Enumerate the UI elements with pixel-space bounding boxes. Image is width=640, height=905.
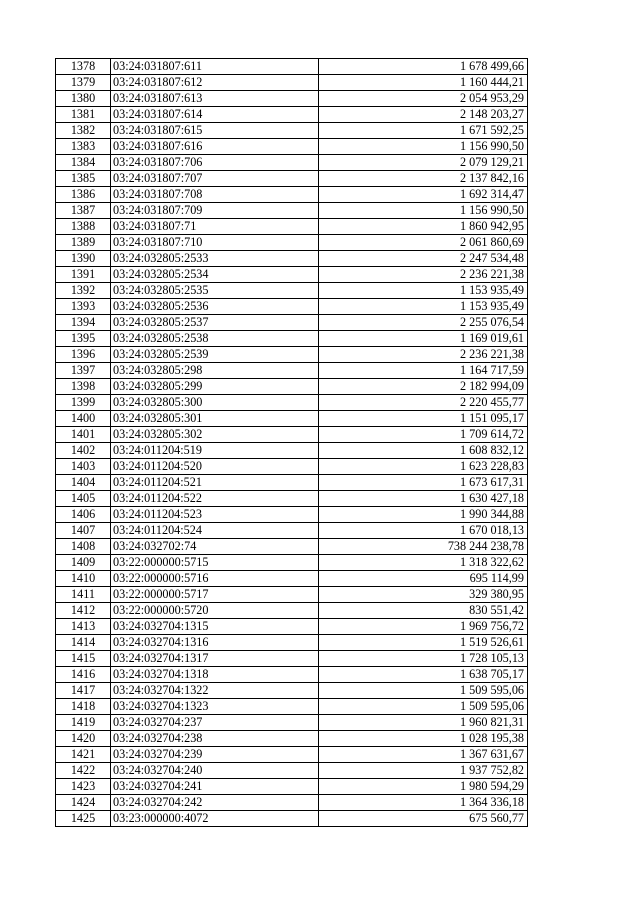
table-row	[56, 459, 528, 475]
cadastral-number-cell: 03:22:000000:5720	[111, 603, 319, 619]
cadastral-number-cell: 03:24:032805:300	[111, 395, 319, 411]
row-number-cell: 1424	[56, 795, 111, 811]
cadastral-value-cell: 1 990 344,88	[319, 507, 528, 523]
row-number-cell: 1378	[56, 59, 111, 75]
table-row	[56, 139, 528, 155]
cadastral-value-cell: 1 367 631,67	[319, 747, 528, 763]
row-number-cell: 1394	[56, 315, 111, 331]
cadastral-value-cell: 1 937 752,82	[319, 763, 528, 779]
row-number-cell: 1385	[56, 171, 111, 187]
row-number-cell: 1419	[56, 715, 111, 731]
table-row	[56, 619, 528, 635]
cadastral-number-cell: 03:24:032805:2537	[111, 315, 319, 331]
table-row	[56, 571, 528, 587]
cadastral-value-cell: 1 160 444,21	[319, 75, 528, 91]
row-number-cell: 1405	[56, 491, 111, 507]
cadastral-number-cell: 03:24:032704:240	[111, 763, 319, 779]
cadastral-number-cell: 03:24:031807:709	[111, 203, 319, 219]
row-number-cell: 1420	[56, 731, 111, 747]
row-number-cell: 1401	[56, 427, 111, 443]
row-number-cell: 1404	[56, 475, 111, 491]
row-number-cell: 1384	[56, 155, 111, 171]
cadastral-value-cell: 738 244 238,78	[319, 539, 528, 555]
row-number-cell: 1379	[56, 75, 111, 91]
cadastral-value-cell: 830 551,42	[319, 603, 528, 619]
cadastral-number-cell: 03:24:032702:74	[111, 539, 319, 555]
cadastral-value-cell: 1 164 717,59	[319, 363, 528, 379]
cadastral-value-cell: 2 137 842,16	[319, 171, 528, 187]
cadastral-value-table	[55, 58, 528, 827]
table-row	[56, 795, 528, 811]
cadastral-number-cell: 03:24:011204:520	[111, 459, 319, 475]
row-number-cell: 1388	[56, 219, 111, 235]
cadastral-value-cell: 1 151 095,17	[319, 411, 528, 427]
cadastral-value-cell: 1 969 756,72	[319, 619, 528, 635]
cadastral-value-cell: 1 623 228,83	[319, 459, 528, 475]
row-number-cell: 1396	[56, 347, 111, 363]
row-number-cell: 1425	[56, 811, 111, 827]
cadastral-value-cell: 1 153 935,49	[319, 283, 528, 299]
table-row	[56, 123, 528, 139]
cadastral-value-cell: 2 236 221,38	[319, 347, 528, 363]
cadastral-number-cell: 03:24:031807:612	[111, 75, 319, 91]
cadastral-value-cell: 2 182 994,09	[319, 379, 528, 395]
table-row	[56, 507, 528, 523]
cadastral-number-cell: 03:24:031807:706	[111, 155, 319, 171]
cadastral-value-cell: 2 054 953,29	[319, 91, 528, 107]
cadastral-number-cell: 03:24:032704:1322	[111, 683, 319, 699]
cadastral-number-cell: 03:23:000000:4072	[111, 811, 319, 827]
table-row	[56, 667, 528, 683]
table-row	[56, 251, 528, 267]
row-number-cell: 1380	[56, 91, 111, 107]
cadastral-number-cell: 03:24:032704:1315	[111, 619, 319, 635]
table-row	[56, 363, 528, 379]
row-number-cell: 1412	[56, 603, 111, 619]
table-row	[56, 763, 528, 779]
cadastral-number-cell: 03:24:032704:1323	[111, 699, 319, 715]
row-number-cell: 1390	[56, 251, 111, 267]
row-number-cell: 1402	[56, 443, 111, 459]
cadastral-value-cell: 1 364 336,18	[319, 795, 528, 811]
row-number-cell: 1383	[56, 139, 111, 155]
table-row	[56, 443, 528, 459]
row-number-cell: 1415	[56, 651, 111, 667]
cadastral-number-cell: 03:24:031807:614	[111, 107, 319, 123]
cadastral-value-cell: 1 630 427,18	[319, 491, 528, 507]
row-number-cell: 1408	[56, 539, 111, 555]
cadastral-number-cell: 03:24:032704:237	[111, 715, 319, 731]
cadastral-number-cell: 03:24:032704:242	[111, 795, 319, 811]
cadastral-number-cell: 03:22:000000:5717	[111, 587, 319, 603]
cadastral-number-cell: 03:24:032805:302	[111, 427, 319, 443]
cadastral-number-cell: 03:24:032805:2539	[111, 347, 319, 363]
cadastral-number-cell: 03:24:032805:2536	[111, 299, 319, 315]
table-row	[56, 699, 528, 715]
cadastral-value-cell: 1 509 595,06	[319, 683, 528, 699]
row-number-cell: 1403	[56, 459, 111, 475]
table-row	[56, 379, 528, 395]
table-row	[56, 395, 528, 411]
cadastral-value-cell: 2 220 455,77	[319, 395, 528, 411]
row-number-cell: 1400	[56, 411, 111, 427]
cadastral-number-cell: 03:24:032704:238	[111, 731, 319, 747]
table-row	[56, 171, 528, 187]
row-number-cell: 1397	[56, 363, 111, 379]
cadastral-value-cell: 1 153 935,49	[319, 299, 528, 315]
table-row	[56, 331, 528, 347]
table-row	[56, 219, 528, 235]
row-number-cell: 1399	[56, 395, 111, 411]
row-number-cell: 1409	[56, 555, 111, 571]
table-row	[56, 347, 528, 363]
cadastral-number-cell: 03:24:011204:519	[111, 443, 319, 459]
row-number-cell: 1395	[56, 331, 111, 347]
row-number-cell: 1398	[56, 379, 111, 395]
cadastral-number-cell: 03:24:032704:1316	[111, 635, 319, 651]
row-number-cell: 1418	[56, 699, 111, 715]
cadastral-value-cell: 1 728 105,13	[319, 651, 528, 667]
cadastral-value-cell: 1 670 018,13	[319, 523, 528, 539]
cadastral-value-cell: 695 114,99	[319, 571, 528, 587]
cadastral-value-cell: 1 980 594,29	[319, 779, 528, 795]
table-row	[56, 299, 528, 315]
cadastral-number-cell: 03:24:032704:239	[111, 747, 319, 763]
cadastral-number-cell: 03:24:032704:241	[111, 779, 319, 795]
table-row	[56, 715, 528, 731]
cadastral-number-cell: 03:24:011204:522	[111, 491, 319, 507]
row-number-cell: 1416	[56, 667, 111, 683]
cadastral-value-cell: 1 156 990,50	[319, 139, 528, 155]
row-number-cell: 1410	[56, 571, 111, 587]
cadastral-value-cell: 329 380,95	[319, 587, 528, 603]
table-row	[56, 283, 528, 299]
cadastral-value-cell: 1 509 595,06	[319, 699, 528, 715]
table-body	[56, 59, 528, 827]
table-row	[56, 235, 528, 251]
cadastral-value-cell: 675 560,77	[319, 811, 528, 827]
row-number-cell: 1386	[56, 187, 111, 203]
cadastral-number-cell: 03:24:031807:616	[111, 139, 319, 155]
cadastral-value-cell: 1 692 314,47	[319, 187, 528, 203]
cadastral-value-cell: 2 079 129,21	[319, 155, 528, 171]
cadastral-number-cell: 03:24:032805:298	[111, 363, 319, 379]
table-row	[56, 155, 528, 171]
cadastral-value-cell: 1 028 195,38	[319, 731, 528, 747]
cadastral-number-cell: 03:24:032704:1317	[111, 651, 319, 667]
cadastral-value-cell: 1 638 705,17	[319, 667, 528, 683]
cadastral-value-cell: 1 519 526,61	[319, 635, 528, 651]
cadastral-number-cell: 03:24:032805:2534	[111, 267, 319, 283]
row-number-cell: 1406	[56, 507, 111, 523]
cadastral-value-cell: 1 709 614,72	[319, 427, 528, 443]
table-row	[56, 683, 528, 699]
table-row	[56, 635, 528, 651]
cadastral-number-cell: 03:24:031807:707	[111, 171, 319, 187]
cadastral-value-cell: 1 671 592,25	[319, 123, 528, 139]
table-row	[56, 75, 528, 91]
table-row	[56, 731, 528, 747]
cadastral-number-cell: 03:24:032805:2535	[111, 283, 319, 299]
table-row	[56, 747, 528, 763]
table-row	[56, 779, 528, 795]
table-row	[56, 427, 528, 443]
row-number-cell: 1382	[56, 123, 111, 139]
table-row	[56, 475, 528, 491]
cadastral-value-cell: 1 318 322,62	[319, 555, 528, 571]
cadastral-number-cell: 03:24:032805:299	[111, 379, 319, 395]
table-row	[56, 91, 528, 107]
cadastral-number-cell: 03:24:031807:708	[111, 187, 319, 203]
table-row	[56, 203, 528, 219]
row-number-cell: 1389	[56, 235, 111, 251]
cadastral-number-cell: 03:24:031807:615	[111, 123, 319, 139]
table-row	[56, 811, 528, 827]
cadastral-number-cell: 03:24:032805:301	[111, 411, 319, 427]
row-number-cell: 1381	[56, 107, 111, 123]
cadastral-number-cell: 03:24:032704:1318	[111, 667, 319, 683]
cadastral-number-cell: 03:24:032805:2533	[111, 251, 319, 267]
cadastral-value-cell: 2 247 534,48	[319, 251, 528, 267]
row-number-cell: 1413	[56, 619, 111, 635]
cadastral-value-cell: 2 148 203,27	[319, 107, 528, 123]
row-number-cell: 1414	[56, 635, 111, 651]
cadastral-number-cell: 03:24:031807:71	[111, 219, 319, 235]
cadastral-number-cell: 03:24:011204:524	[111, 523, 319, 539]
table-row	[56, 411, 528, 427]
cadastral-number-cell: 03:24:031807:710	[111, 235, 319, 251]
cadastral-number-cell: 03:24:011204:521	[111, 475, 319, 491]
cadastral-number-cell: 03:24:031807:613	[111, 91, 319, 107]
cadastral-number-cell: 03:24:011204:523	[111, 507, 319, 523]
cadastral-value-cell: 2 255 076,54	[319, 315, 528, 331]
cadastral-value-cell: 1 960 821,31	[319, 715, 528, 731]
cadastral-value-cell: 1 860 942,95	[319, 219, 528, 235]
cadastral-value-cell: 1 673 617,31	[319, 475, 528, 491]
cadastral-number-cell: 03:22:000000:5716	[111, 571, 319, 587]
cadastral-value-cell: 2 061 860,69	[319, 235, 528, 251]
table-row	[56, 555, 528, 571]
cadastral-value-cell: 1 156 990,50	[319, 203, 528, 219]
row-number-cell: 1392	[56, 283, 111, 299]
table-row	[56, 603, 528, 619]
cadastral-value-cell: 2 236 221,38	[319, 267, 528, 283]
cadastral-number-cell: 03:22:000000:5715	[111, 555, 319, 571]
row-number-cell: 1423	[56, 779, 111, 795]
table-row	[56, 651, 528, 667]
table-row	[56, 315, 528, 331]
cadastral-value-cell: 1 608 832,12	[319, 443, 528, 459]
table-row	[56, 523, 528, 539]
row-number-cell: 1387	[56, 203, 111, 219]
table-row	[56, 587, 528, 603]
row-number-cell: 1407	[56, 523, 111, 539]
cadastral-value-cell: 1 678 499,66	[319, 59, 528, 75]
table-row	[56, 59, 528, 75]
table-row	[56, 107, 528, 123]
row-number-cell: 1421	[56, 747, 111, 763]
table-row	[56, 491, 528, 507]
row-number-cell: 1393	[56, 299, 111, 315]
row-number-cell: 1417	[56, 683, 111, 699]
cadastral-number-cell: 03:24:032805:2538	[111, 331, 319, 347]
table-row	[56, 539, 528, 555]
row-number-cell: 1391	[56, 267, 111, 283]
cadastral-value-cell: 1 169 019,61	[319, 331, 528, 347]
row-number-cell: 1422	[56, 763, 111, 779]
table-row	[56, 267, 528, 283]
table-row	[56, 187, 528, 203]
row-number-cell: 1411	[56, 587, 111, 603]
cadastral-number-cell: 03:24:031807:611	[111, 59, 319, 75]
